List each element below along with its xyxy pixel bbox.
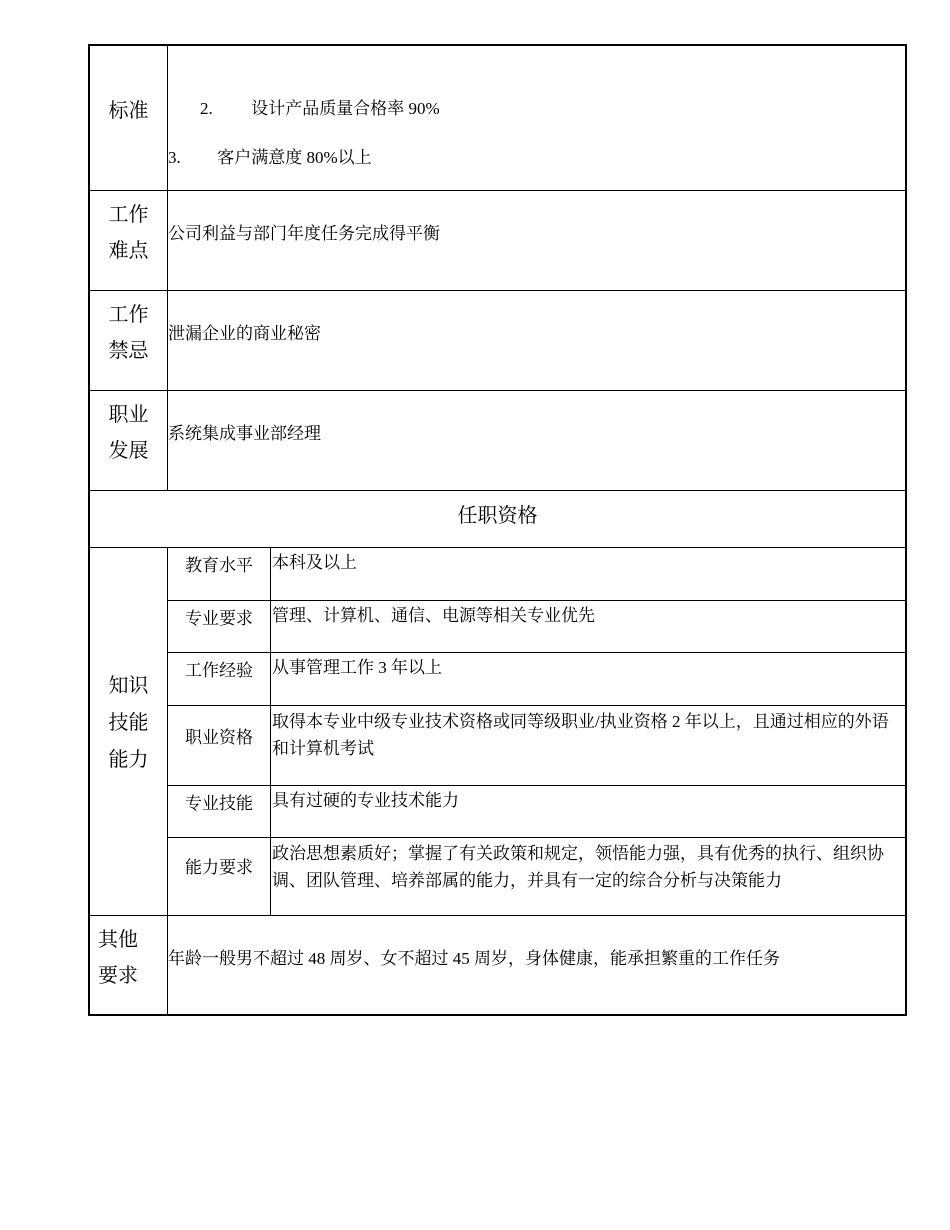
standard-label-line: 标准: [108, 100, 149, 122]
qualifications-group: [90, 548, 905, 916]
group-label-line-1: 知识: [108, 675, 149, 697]
other-label-line-1: 其他: [98, 929, 138, 951]
education-row: [168, 548, 905, 601]
job-description-table: [88, 44, 907, 1016]
major-label: 专业要求: [168, 601, 271, 652]
standard-item-2: [200, 94, 440, 119]
group-label-line-3: 能力: [108, 749, 149, 771]
ability-label: 能力要求: [168, 838, 271, 916]
ability-value: 政治思想素质好；掌握了有关政策和规定，领悟能力强，具有优秀的执行、组织协调、团队管理、培养部属的能力，并具有一定的综合分析与决策能力: [272, 844, 884, 890]
standard-item-2-text: 设计产品质量合格率 90%: [251, 99, 440, 118]
experience-label: 工作经验: [168, 653, 271, 705]
standard-item-3: [168, 143, 372, 168]
standard-row: [90, 46, 905, 191]
other-label: [90, 916, 168, 1014]
standard-label: [90, 46, 168, 190]
major-row: [168, 601, 905, 653]
taboo-row: [90, 291, 905, 391]
taboo-label-line-1: 工作: [108, 304, 149, 326]
qualifications-group-label: [90, 548, 168, 915]
career-label: [90, 391, 168, 490]
skill-value: 具有过硬的专业技术能力: [272, 791, 459, 810]
difficulty-label-line-2: 难点: [108, 240, 149, 262]
qualifications-title-row: [90, 491, 905, 548]
education-label: 教育水平: [168, 548, 271, 600]
difficulty-text: 公司利益与部门年度任务完成得平衡: [168, 224, 440, 243]
major-value: 管理、计算机、通信、电源等相关专业优先: [272, 606, 595, 625]
group-label-line-2: 技能: [108, 712, 149, 734]
education-value: 本科及以上: [272, 553, 357, 572]
career-label-line-2: 发展: [108, 440, 149, 462]
difficulty-label-line-1: 工作: [108, 204, 149, 226]
career-label-line-1: 职业: [108, 404, 149, 426]
taboo-label-line-2: 禁忌: [108, 340, 149, 362]
career-text: 系统集成事业部经理: [168, 424, 321, 443]
standard-item-2-num: 2.: [200, 99, 213, 118]
skill-row: [168, 786, 905, 838]
difficulty-row: [90, 191, 905, 291]
certification-row: [168, 706, 905, 786]
ability-row: [168, 838, 905, 916]
career-row: [90, 391, 905, 491]
qualifications-title: 任职资格: [457, 505, 538, 527]
difficulty-label: [90, 191, 168, 290]
taboo-label: [90, 291, 168, 390]
skill-label: 专业技能: [168, 786, 271, 837]
certification-value: 取得本专业中级专业技术资格或同等级职业/执业资格 2 年以上，且通过相应的外语和计算机考试: [272, 712, 889, 758]
certification-label: 职业资格: [168, 706, 271, 785]
other-row: [90, 916, 905, 1014]
experience-row: [168, 653, 905, 706]
experience-value: 从事管理工作 3 年以上: [272, 658, 442, 677]
other-label-line-2: 要求: [98, 965, 138, 987]
standard-item-3-num: 3.: [168, 148, 181, 167]
other-text: 年龄一般男不超过 48 周岁、女不超过 45 周岁，身体健康，能承担繁重的工作任务: [168, 949, 780, 968]
standard-item-3-text: 客户满意度 80%以上: [217, 148, 372, 167]
taboo-text: 泄漏企业的商业秘密: [168, 324, 321, 343]
